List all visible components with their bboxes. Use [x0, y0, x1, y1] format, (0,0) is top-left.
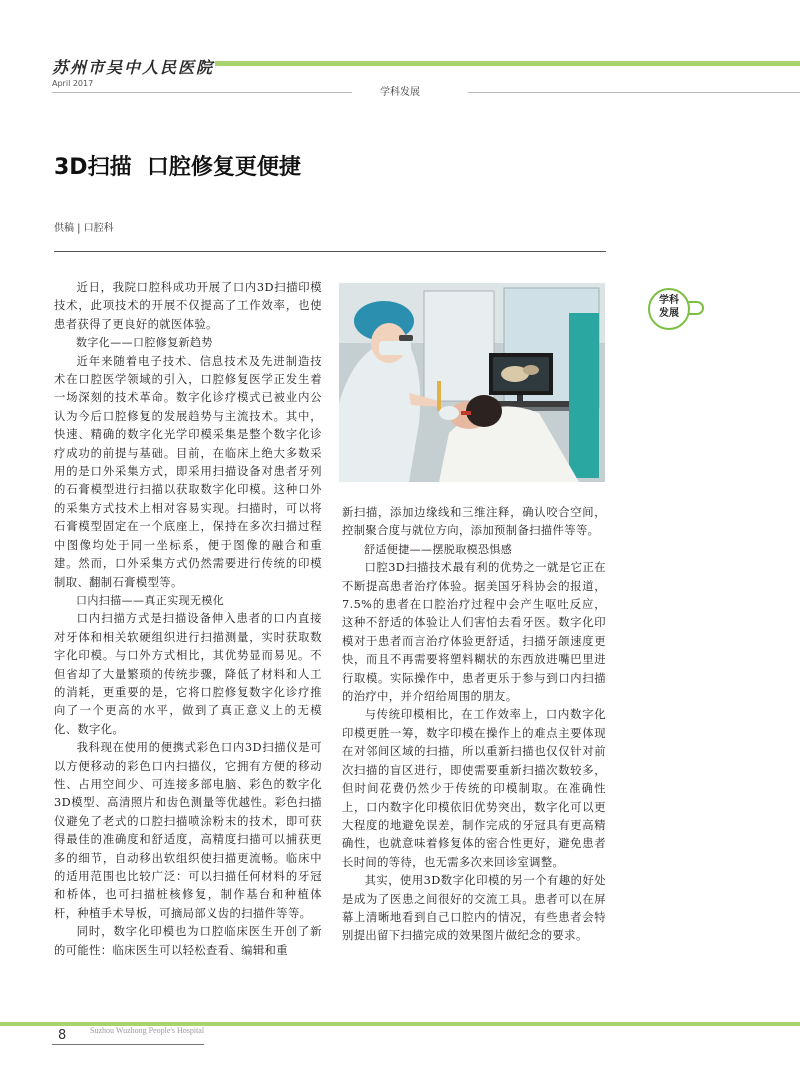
tab-label-line1: 学科 [659, 295, 679, 306]
paragraph: 近年来随着电子技术、信息技术及先进制造技术在口腔医学领域的引入，口腔修复医学正发生着一场深刻的技术革命。数字化诊疗模式已被业内公认为今后口腔修复的发展趋势与主流技术。其中，快速、精确的数字化光学印模采集是整个数字化诊疗成功的前提与基础。目前，在临床上绝大多数采用的是口外采集方式，即采用扫描设备对患者牙列的石膏模型进行扫描以获取数字化印模。这种口外的采集方式技术上相对容易实现。扫描时，可以将石膏模型固定在一个底座上，保持在多次扫描过程中图像均处于同一坐标系，便于图像的融合和重建。然而，口外采集方式仍然需要进行传统的印模制取、翻制石膏模型等。 [54, 354, 322, 589]
paragraph: 其实，使用3D数字化印模的另一个有趣的好处是成为了医患之间很好的交流工具。患者可以在屏幕上清晰地看到自己口腔内的情况，有些患者会特别提出留下扫描完成的效果图片做纪念的要求。 [342, 874, 606, 943]
footer-divider [52, 1044, 204, 1045]
paragraph-continued: 新扫描，添加边缘线和三维注释，确认咬合空间，控制聚合度与就位方向，添加预制备扫描件等等。 [342, 506, 606, 538]
paragraph: 近日，我院口腔科成功开展了口内3D扫描印模技术，此项技术的开展不仅提高了工作效率，也使患者获得了更良好的就医体验。 [54, 281, 322, 331]
tab-label-line2: 发展 [659, 308, 679, 319]
article-byline: 供稿 | 口腔科 [54, 223, 114, 234]
tab-label [653, 294, 685, 320]
paragraph: 我科现在使用的便携式彩色口内3D扫描仪是可以方便移动的彩色口内扫描仪，它拥有方便的移动性、占用空间少、可连接多部电脑、彩色的数字化3D模型、高清照片和齿色测量等优越性。彩色扫描仪避免了老式的口腔扫描喷涂粉末的技术，即可获得最佳的准确度和舒适度，高精度扫描可以捕获更多的细节，自动移出软组织使扫描更流畅。临床中的适用范围也比较广泛：可以扫描任何材料的牙冠和桥体，也可扫描桩核修复，制作基台和种植体杆，种植手术导板，可摘局部义齿的扫描件等等。 [54, 741, 322, 920]
article-column-right [342, 504, 606, 946]
article-column-left [54, 279, 322, 960]
paragraph: 口内扫描方式是扫描设备伸入患者的口内直接对牙体和相关软硬组织进行扫描测量，实时获取数字化印模。与口外方式相比，其优势显而易见。不但省却了大量繁琐的传统步骤，降低了材料和人工的消耗，更重要的是，它将口腔修复数字化诊疗推向了一个更高的水平，做到了真正意义上的无模化、数字化。 [54, 612, 322, 736]
header-green-bar [215, 61, 800, 66]
section-side-tab [648, 288, 708, 328]
subheading: 舒适便捷——摆脱取模恐惧感 [364, 542, 513, 556]
hospital-name: 苏州市吴中人民医院 [52, 58, 215, 77]
title-divider [54, 251, 606, 252]
subheading: 数字化——口腔修复新趋势 [76, 336, 213, 350]
page-number: 8 [58, 1028, 67, 1043]
photo-illustration [339, 283, 605, 482]
section-label: 学科发展 [380, 87, 420, 98]
paragraph: 与传统印模相比，在工作效率上，口内数字化印模更胜一筹，数字印模在操作上的难点主要体现在对邻间区域的扫描，所以重新扫描也仅仅针对前次扫描的盲区进行，即使需要重新扫描次数较多，但时间花费仍然少于传统的印模制取。在准确性上，口内数字化印模依旧优势突出，数字化可以更大程度的地避免误差，制作完成的牙冠具有更高精确性，也就意味着修复体的密合性更好，避免患者长时间的等待，也无需多次来回诊室调整。 [342, 708, 606, 869]
subheading: 口内扫描——真正实现无模化 [76, 593, 225, 607]
header-divider-right [468, 92, 800, 93]
footer-hospital-name: Suzhou Wuzhong People's Hospital [90, 1026, 205, 1035]
issue-date: April 2017 [52, 79, 94, 88]
paragraph: 同时，数字化印模也为口腔临床医生开创了新的可能性：临床医生可以轻松查看、编辑和重 [54, 925, 322, 957]
dental-scan-photo [339, 283, 605, 482]
article-title: 3D扫描 口腔修复更便捷 [54, 155, 301, 180]
header-divider-left [52, 92, 352, 93]
paragraph: 口腔3D扫描技术最有利的优势之一就是它正在不断提高患者治疗体验。据美国牙科协会的报道，7.5%的患者在口腔治疗过程中会产生呕吐反应，这种不舒适的体验让人们害怕去看牙医。数字化印模对于患者而言治疗体验更舒适，扫描牙颌速度更快，而且不再需要将塑料糊状的东西放进嘴巴里进行取模。实际操作中，患者更乐于参与到口内扫描的治疗中，并介绍给周围的朋友。 [342, 561, 606, 704]
